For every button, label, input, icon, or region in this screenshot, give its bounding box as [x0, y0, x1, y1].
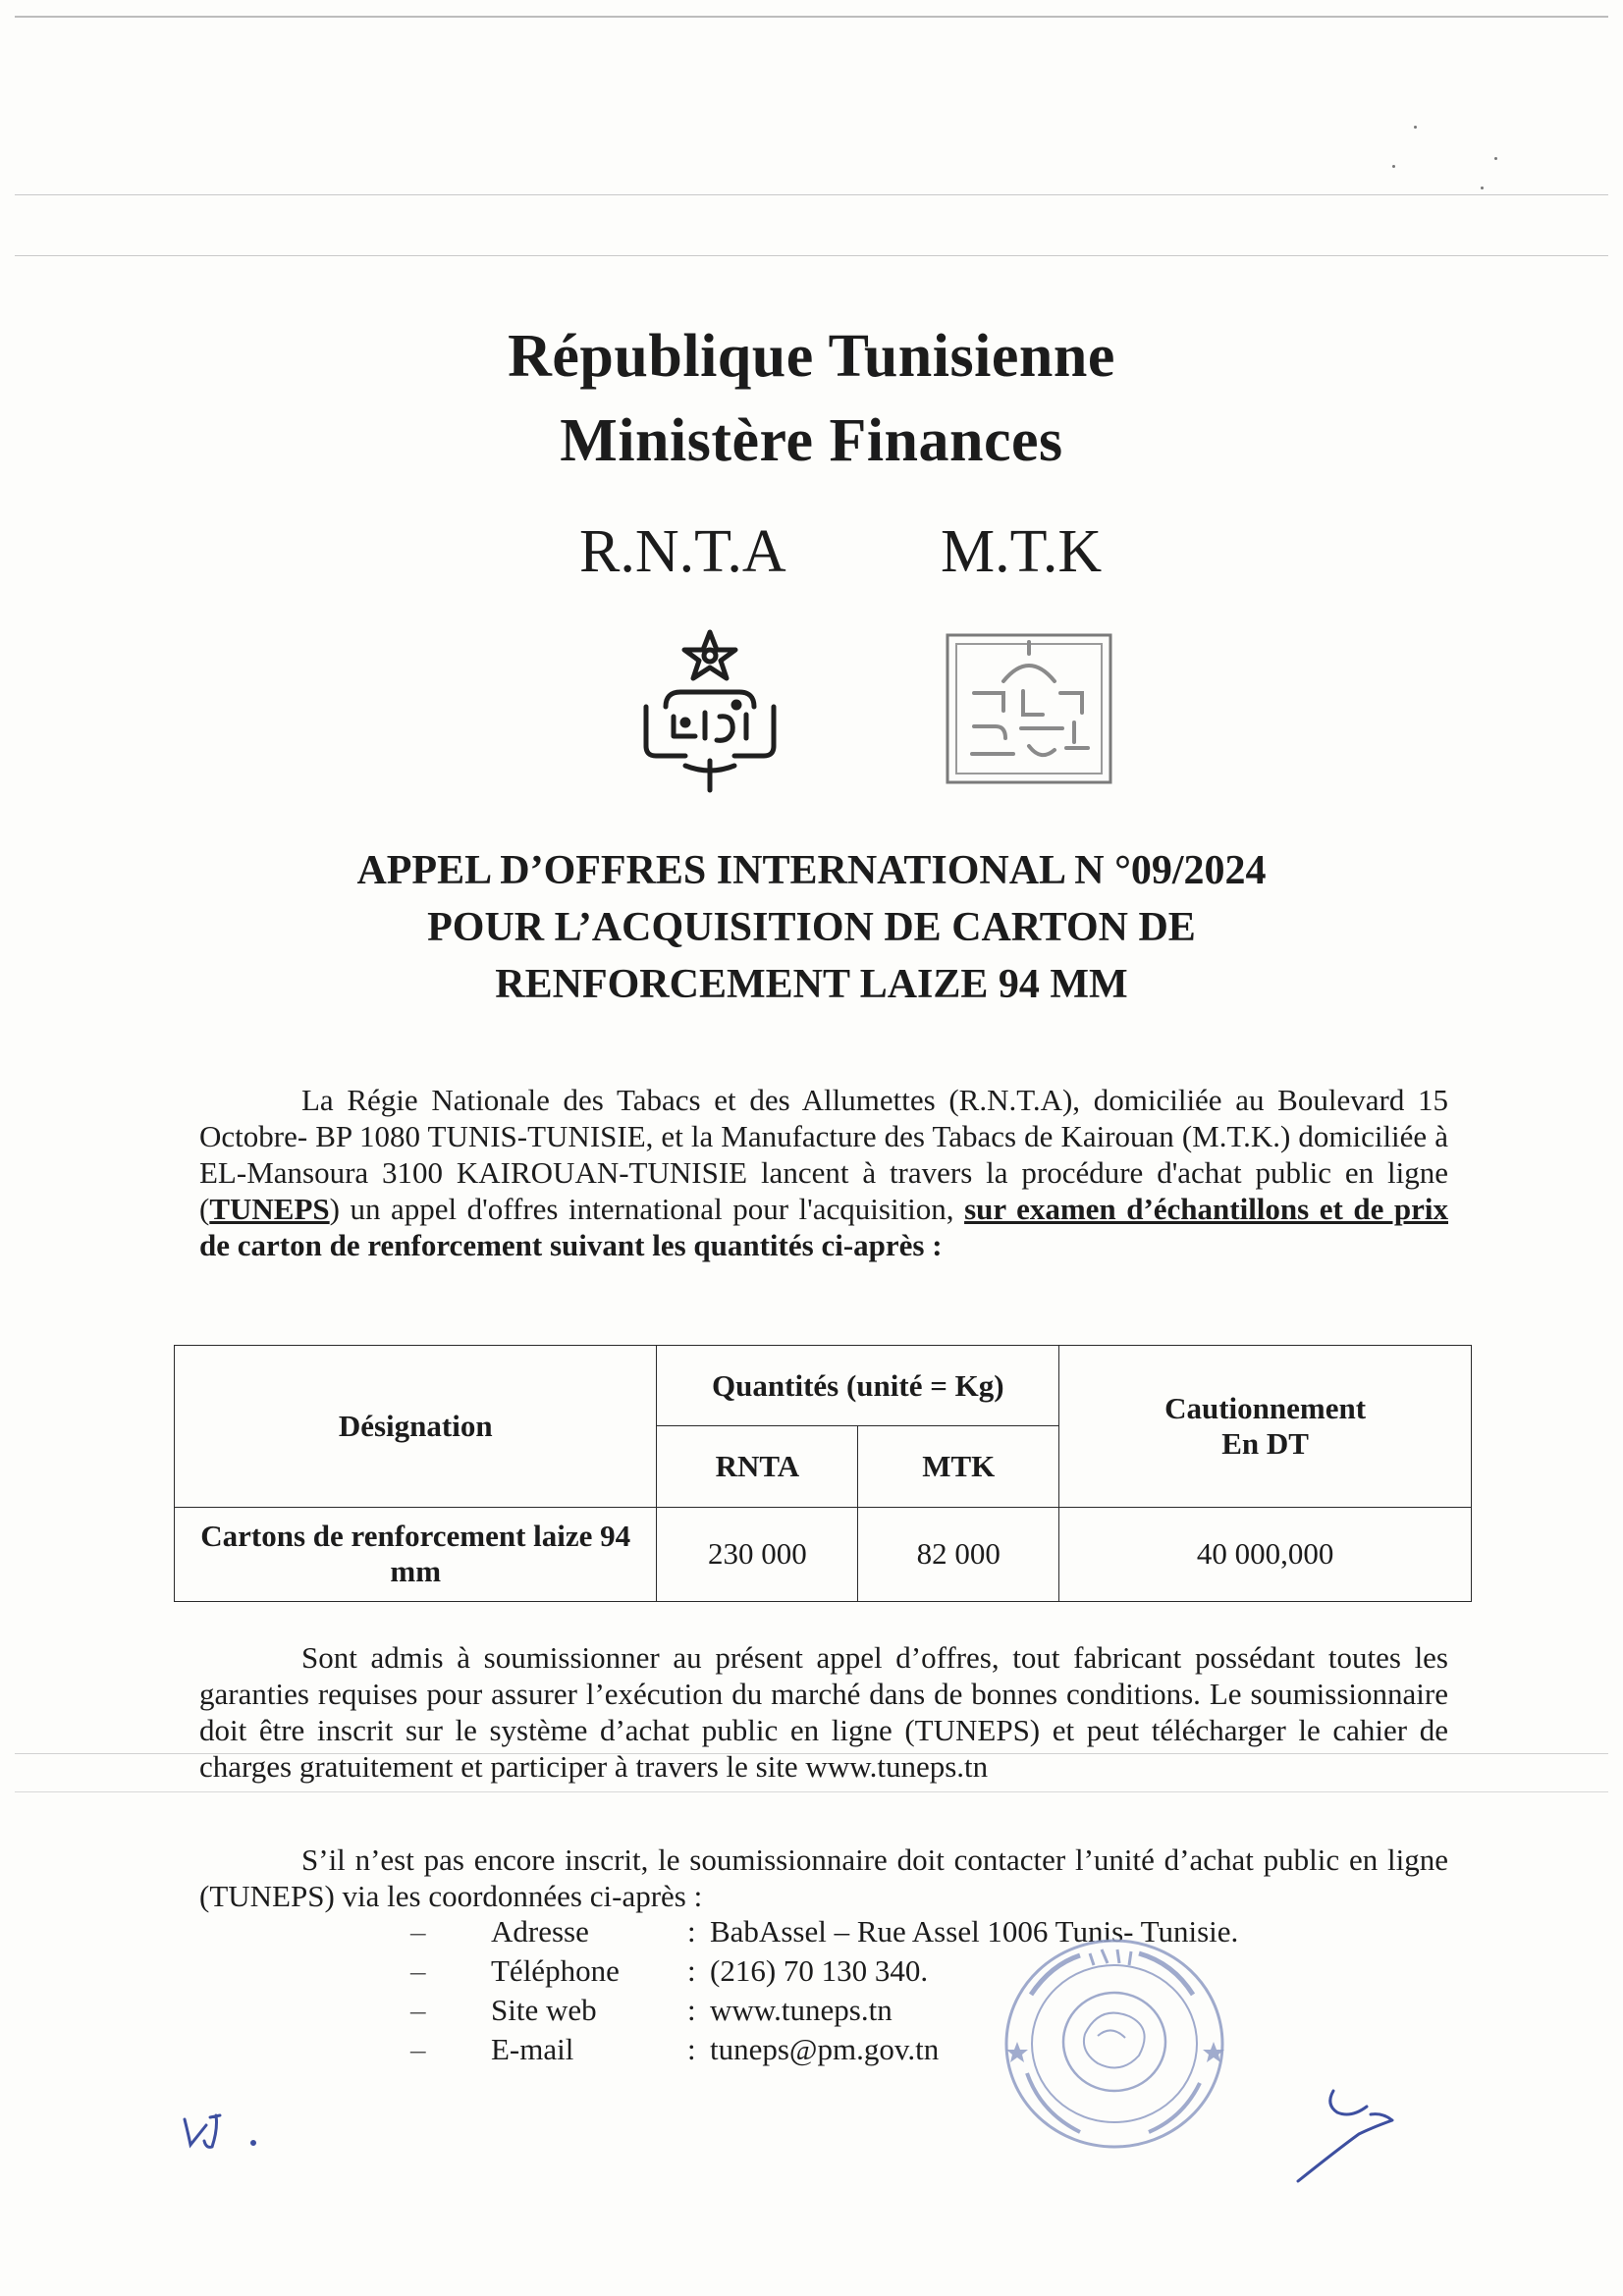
header-quantities: Quantités (unité = Kg)	[657, 1346, 1059, 1426]
contact-value: BabAssel – Rue Assel 1006 Tunis- Tunisie.	[710, 1914, 1239, 1949]
header-designation: Désignation	[175, 1346, 657, 1508]
abbr-mtk: M.T.K	[941, 518, 1103, 585]
list-bullet: –	[410, 1993, 426, 2027]
initials-icon	[177, 2106, 295, 2164]
header-bond-line: Cautionnement	[1164, 1390, 1367, 1425]
cell-mtk-quantity: 82 000	[858, 1507, 1059, 1602]
evaluation-emphasis: sur examen d’échantillons et de prix	[964, 1192, 1448, 1226]
eligibility-text: Sont admis à soumissionner au présent appel d’offres, tout fabricant possédant toutes les garanties requises pour assurer l’exécution du marché dans de bonnes conditions. Le soumissionnaire doit être inscrit sur le système d’achat public en ligne (TUNEPS) et peut télécharger le cahier de charges gratuitement et participer à travers le site www.tuneps.tn	[199, 1640, 1448, 1784]
contact-value: www.tuneps.tn	[710, 1993, 893, 2027]
contact-label: Site web	[491, 1993, 597, 2027]
intro-text: La Régie Nationale des Tabacs et des Allumettes (R.N.T.A), domiciliée au Boulevard 15 Octobre- BP 1080 TUNIS-TUNISIE, et la Manufacture des Tabacs de Kairouan (M.T.K.) domiciliée à EL-Mansoura 3100 KAIROUAN-TUNISIE lancent à travers la procédure d'achat public en ligne (	[199, 1083, 1448, 1226]
signature-icon	[1276, 2079, 1424, 2187]
contact-label: Téléphone	[491, 1953, 620, 1988]
tender-title-line: POUR L’ACQUISITION DE CARTON DE	[427, 905, 1196, 950]
header-bond-line: En DT	[1221, 1425, 1309, 1461]
contact-separator: :	[687, 1953, 696, 1988]
contact-label: Adresse	[491, 1914, 589, 1949]
contact-value: (216) 70 130 340.	[710, 1953, 929, 1988]
tender-title	[0, 842, 1623, 1013]
document-header	[0, 314, 1623, 483]
header-rnta: RNTA	[657, 1426, 858, 1507]
rnta-emblem-icon	[626, 628, 793, 795]
cell-designation: Cartons de renforcement laize 94 mm	[175, 1507, 657, 1602]
header-republic: République Tunisienne	[508, 323, 1115, 390]
scan-edge-top	[15, 16, 1608, 18]
tender-title-line: RENFORCEMENT LAIZE 94 MM	[495, 962, 1128, 1007]
mtk-emblem-icon	[945, 632, 1113, 785]
cell-rnta-quantity: 230 000	[657, 1507, 858, 1602]
scan-speck	[1414, 126, 1417, 129]
contact-separator: :	[687, 2032, 696, 2066]
abbr-rnta: R.N.T.A	[579, 518, 786, 585]
list-bullet: –	[410, 2032, 426, 2066]
header-bond	[1059, 1346, 1472, 1508]
header-mtk: MTK	[858, 1426, 1059, 1507]
table-row	[175, 1507, 1472, 1602]
contact-separator: :	[687, 1993, 696, 2027]
official-stamp-icon	[992, 1926, 1237, 2162]
header-ministry: Ministère Finances	[560, 407, 1063, 474]
intro-paragraph	[199, 1082, 1448, 1263]
contact-label: E-mail	[491, 2032, 574, 2066]
tuneps-emphasis: TUNEPS	[209, 1192, 330, 1226]
cell-bond-amount: 40 000,000	[1059, 1507, 1472, 1602]
list-bullet: –	[410, 1953, 426, 1988]
list-bullet: –	[410, 1914, 426, 1949]
eligibility-paragraph	[199, 1639, 1448, 1785]
scan-speck	[1392, 165, 1395, 168]
scan-line	[15, 255, 1608, 256]
scan-line	[15, 1791, 1608, 1792]
quantities-table	[174, 1345, 1472, 1602]
scan-line	[15, 194, 1608, 195]
intro-text: ) un appel d'offres international pour l'acquisition,	[329, 1192, 965, 1226]
contact-value: tuneps@pm.gov.tn	[710, 2032, 940, 2066]
scan-speck	[1494, 157, 1497, 160]
intro-text: de carton de renforcement suivant les quantités ci-après :	[199, 1228, 943, 1262]
registration-text: S’il n’est pas encore inscrit, le soumissionnaire doit contacter l’unité d’achat public en ligne (TUNEPS) via les coordonnées ci-après :	[199, 1842, 1448, 1913]
tender-title-line: APPEL D’OFFRES INTERNATIONAL N °09/2024	[356, 848, 1267, 893]
registration-paragraph	[199, 1842, 1448, 1914]
scan-speck	[1481, 187, 1484, 189]
contact-separator: :	[687, 1914, 696, 1949]
